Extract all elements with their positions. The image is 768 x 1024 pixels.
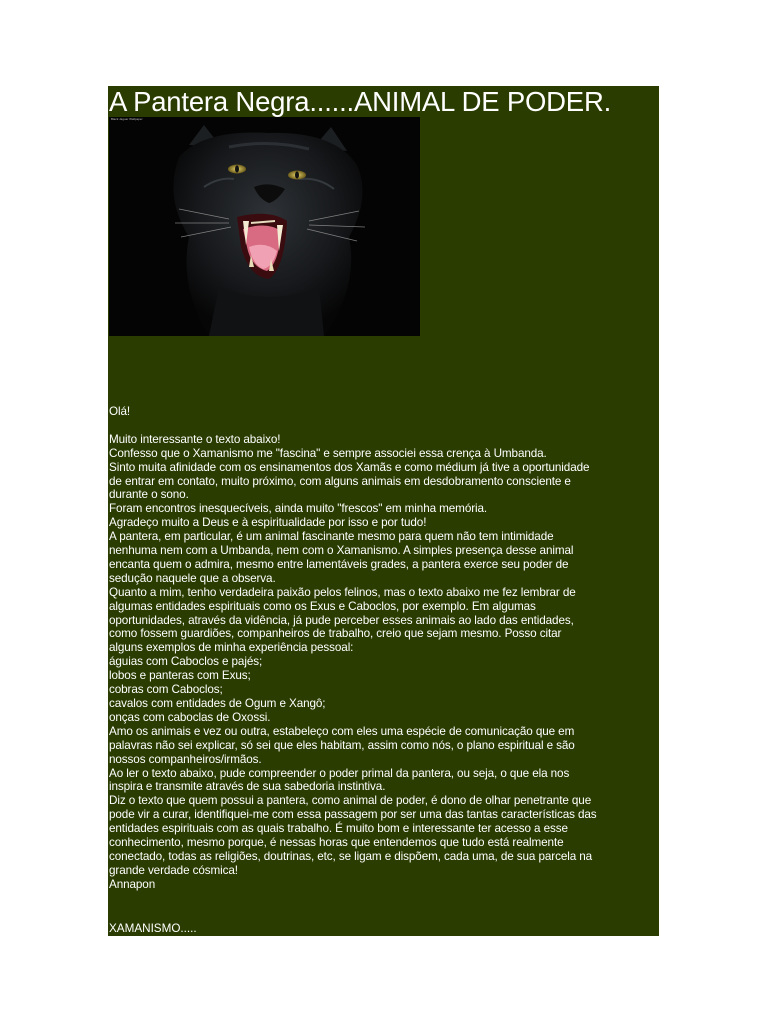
paragraph-line: durante o sono. <box>109 488 189 502</box>
article-body <box>109 405 659 892</box>
paragraph-line: algumas entidades espirituais como os Exus e Caboclos, por exemplo. Em algumas <box>109 599 536 613</box>
paragraph-line: Diz o texto que quem possui a pantera, como animal de poder, é dono de olhar penetrante que <box>109 794 592 808</box>
paragraph-line: Agradeço muito a Deus e à espiritualidade por isso e por tudo! <box>109 516 427 530</box>
paragraph-line: oportunidades, através da vidência, já pude perceber esses animais ao lado das entidades, <box>109 613 574 627</box>
paragraph-line: lobos e panteras com Exus; <box>109 669 251 683</box>
paragraph-line: onças com caboclas de Oxossi. <box>109 710 271 724</box>
paragraph-line: Quanto a mim, tenho verdadeira paixão pelos felinos, mas o texto abaixo me fez lembrar de <box>109 585 576 599</box>
paragraph-line: Confesso que o Xamanismo me "fascina" e sempre associei essa crença à Umbanda. <box>109 446 547 460</box>
paragraph-line: Annapon <box>109 877 156 891</box>
paragraph-line: Sinto muita afinidade com os ensinamentos dos Xamãs e como médium já tive a oportunidade <box>109 460 590 474</box>
paragraph-line: Ao ler o texto abaixo, pude compreender o poder primal da pantera, ou seja, o que ela nos <box>109 766 570 780</box>
paragraph-line: conectado, todas as religiões, doutrinas, etc, se ligam e dispõem, cada uma, de sua parcela na <box>109 849 593 863</box>
paragraph-line: cavalos com entidades de Ogum e Xangô; <box>109 697 326 711</box>
paragraph-line: águias com Caboclos e pajés; <box>109 655 263 669</box>
paragraph-line: pode vir a curar, identifiquei-me com essa passagem por ser uma das tantas características das <box>109 808 597 822</box>
blank-line <box>109 419 659 433</box>
paragraph-line: encanta quem o admira, mesmo entre lamentáveis grades, a pantera exerce seu poder de <box>109 557 569 571</box>
paragraph-line: inspira e transmite através de sua sabedoria instintiva. <box>109 780 386 794</box>
paragraph-line: de entrar em contato, muito próximo, com alguns animais em desdobramento consciente e <box>109 474 571 488</box>
paragraph-line: Foram encontros inesquecíveis, ainda muito "frescos" em minha memória. <box>109 502 488 516</box>
paragraph-line: sedução naquele que a observa. <box>109 571 276 585</box>
paragraph-line: A pantera, em particular, é um animal fascinante mesmo para quem não tem intimidade <box>109 530 554 544</box>
document-page <box>108 86 659 936</box>
paragraph-line: Muito interessante o texto abaixo! <box>109 432 281 446</box>
paragraph-line: conhecimento, mesmo porque, é nessas horas que entendemos que tudo está realmente <box>109 836 564 850</box>
black-panther-photo <box>109 117 420 336</box>
image-credit: Black Jaguar Wallpaper <box>111 117 143 121</box>
page-title: A Pantera Negra......ANIMAL DE PODER. <box>109 86 612 117</box>
paragraph-line: como fossem guardiões, companheiros de trabalho, creio que sejam mesmo. Posso citar <box>109 627 562 641</box>
paragraph-line: Olá! <box>109 405 131 418</box>
paragraph-line: alguns exemplos de minha experiência pessoal: <box>109 641 354 655</box>
paragraph-line: nenhuma nem com a Umbanda, nem com o Xamanismo. A simples presença desse animal <box>109 544 574 558</box>
paragraph-line: grande verdade cósmica! <box>109 863 238 877</box>
paragraph-line: cobras com Caboclos; <box>109 683 223 697</box>
footer-heading: XAMANISMO..... <box>109 922 197 935</box>
paragraph-line: entidades espirituais com as quais trabalho. É muito bom e interessante ter acesso a esse <box>109 822 568 836</box>
paragraph-line: nossos companheiros/irmãos. <box>109 752 262 766</box>
paragraph-line: palavras não sei explicar, só sei que eles habitam, assim como nós, o plano espiritual e são <box>109 738 575 752</box>
paragraph-line: Amo os animais e vez ou outra, estabeleço com eles uma espécie de comunicação que em <box>109 724 575 738</box>
